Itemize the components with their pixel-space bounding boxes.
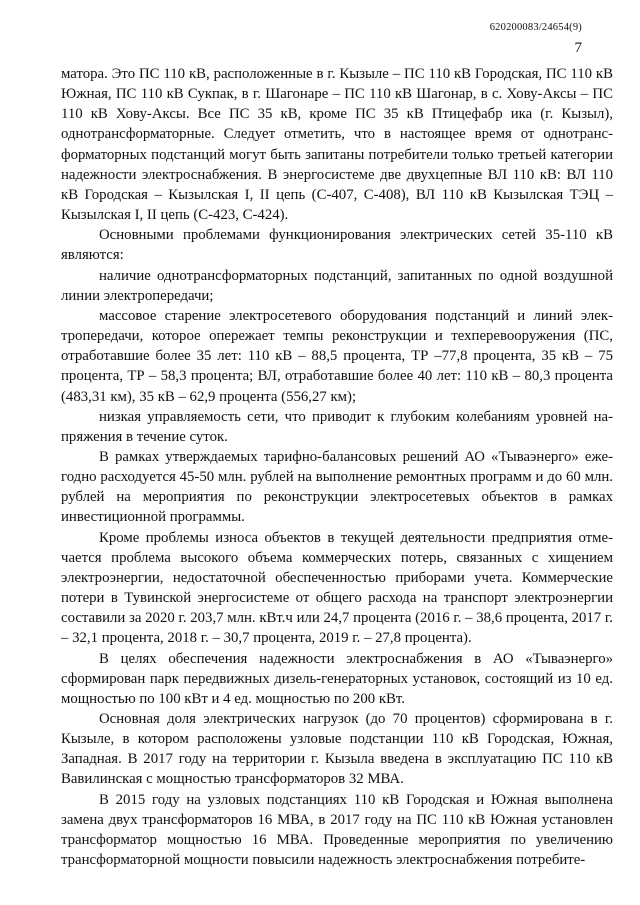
paragraph-problem-equipment-aging: массовое старение электросетевого оборудования подстанций и линий электропередачи, которое опережает темпы реконструкции и техперевооружения (ПС, отработавшие более 35 лет: 110 кВ – 88,5 процента, ТР –77,8 процента, 35 кВ – 75 процента, ТР – 58,3 процента; ВЛ, отработавшие более 40 лет: 110 кВ – 80,3 процента (483,31 км), 35 кВ – 62,9 процента (556,27 км);	[61, 307, 613, 405]
paragraph-tariff-expenses: В рамках утверждаемых тарифно-балансовых решений АО «Тываэнерго» ежегодно расходуется 45-50 млн. рублей на выполнение ремонтных программ и до 60 млн. рублей на мероприятия по реконструкции электросетевых объектов в рамках инвестиционной программы.	[61, 448, 613, 526]
paragraph-commercial-losses: Кроме проблемы износа объектов в текущей деятельности предприятия отмечается проблема высокого объема коммерческих потерь, связанных с хищением электроэнергии, недостаточной обеспеченностью приборами учета. Коммерческие потери в Тувинской энергосистеме от общего расхода на транспорт электроэнергии составили за 2020 г. 203,7 млн. кВт.ч или 24,7 процента (2016 г. – 38,6 процента, 2017 г. – 32,1 процента, 2018 г. – 30,7 процента, 2019 г. – 27,8 процента).	[61, 529, 613, 647]
paragraph-transformer-replacement: В 2015 году на узловых подстанциях 110 кВ Городская и Южная выполнена замена двух трансформаторов 16 МВА, в 2017 году на ПС 110 кВ Южная установлен трансформатор мощностью 16 МВА. Проведенные мероприятия по увеличению трансформаторной мощности повысили надежность электроснабжения потребите-	[61, 791, 613, 869]
paragraph-continuation-substations: матора. Это ПС 110 кВ, расположенные в г. Кызыле – ПС 110 кВ Городская, ПС 110 кВ Южная, ПС 110 кВ Сукпак, в г. Шагонаре – ПС 110 кВ Шагонар, в с. Хову-Аксы – ПС 110 кВ Хову-Аксы. Все ПС 35 кВ, кроме ПС 35 кВ Птицефабр ика (г. Кызыл), однотрансформаторные. Следует отметить, что в настоящее время от однотрансформаторных подстанций могут быть запитаны потребители только третьей категории надежности электроснабжения. В энергосистеме две двухцепные ВЛ 110 кВ: ВЛ 110 кВ Городская – Кызылская I, II цепь (С-407, С-408), ВЛ 110 кВ Кызылская ТЭЦ – Кызылская I, II цепь (С-423, С-424).	[61, 66, 613, 224]
document-body	[61, 64, 613, 870]
document-registration-number: 620200083/24654(9)	[489, 22, 582, 33]
paragraph-main-problems-intro: Основными проблемами функционирования электрических сетей 35-110 кВ являются:	[61, 227, 613, 264]
paragraph-kyzyl-load-share: Основная доля электрических нагрузок (до 70 процентов) сформирована в г. Кызыле, в котором расположены узловые подстанции 110 кВ Городская, Южная, Западная. В 2017 году на территории г. Кызыла введена в эксплуатацию ПС 110 кВ Вавилинская с мощностью трансформаторов 32 МВА.	[61, 711, 613, 788]
paragraph-diesel-generators: В целях обеспечения надежности электроснабжения в АО «Тываэнерго» сформирован парк передвижных дизель-генераторных установок, состоящий из 10 ед. мощностью по 100 кВт и 4 ед. мощностью по 200 кВт.	[61, 650, 613, 707]
paragraph-problem-single-transformer: наличие однотрансформаторных подстанций, запитанных по одной воздушной линии электропередачи;	[61, 267, 613, 304]
paragraph-problem-low-controllability: низкая управляемость сети, что приводит к глубоким колебаниям уровней напряжения в течение суток.	[61, 408, 613, 445]
page-number: 7	[574, 40, 582, 56]
